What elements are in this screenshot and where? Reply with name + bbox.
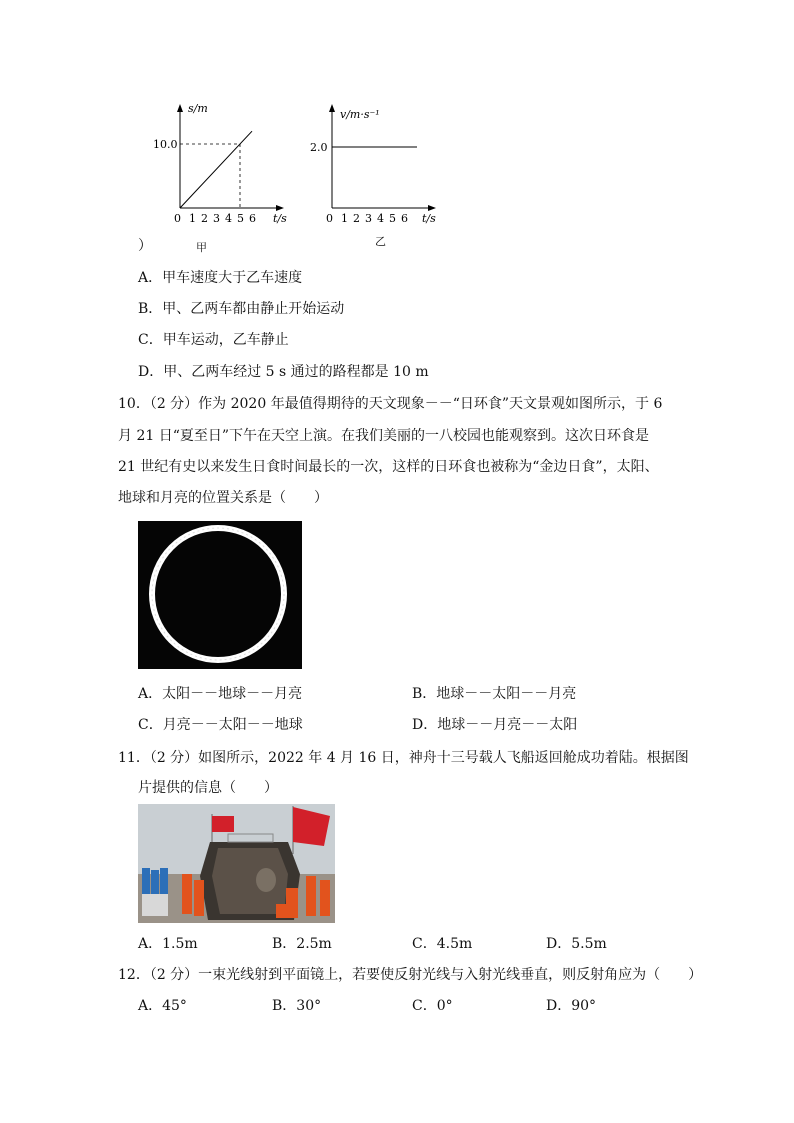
x-tick-6: 6 bbox=[401, 212, 408, 225]
q11-option-c: C．4.5m bbox=[412, 936, 473, 952]
x-tick-4: 4 bbox=[225, 212, 232, 225]
flag-left bbox=[212, 816, 234, 832]
graph-jia bbox=[140, 98, 300, 258]
q9-option-c: C．甲车运动，乙车静止 bbox=[138, 332, 289, 348]
graph-jia-caption: 甲 bbox=[196, 241, 207, 254]
q10-line-1: 10．（2 分）作为 2020 年最值得期待的天文现象－－“日环食”天文景观如图所示，于 6 bbox=[118, 396, 663, 412]
q9-option-a: A．甲车速度大于乙车速度 bbox=[138, 270, 303, 286]
graph-yi-caption: 乙 bbox=[375, 235, 386, 248]
q11-option-a: A．1.5m bbox=[138, 936, 198, 952]
capsule-scene bbox=[138, 804, 335, 923]
q10-option-c: C．月亮－－太阳－－地球 bbox=[138, 717, 303, 733]
q9-option-d: D．甲、乙两车经过 5 s 通过的路程都是 10 m bbox=[138, 364, 429, 380]
x-tick-2: 2 bbox=[201, 212, 208, 225]
x-tick-0: 0 bbox=[326, 212, 333, 225]
q10-option-a: A．太阳－－地球－－月亮 bbox=[138, 686, 303, 702]
x-tick-4: 4 bbox=[377, 212, 384, 225]
y-tick-label: 2.0 bbox=[310, 141, 328, 154]
x-tick-1: 1 bbox=[341, 212, 348, 225]
x-tick-labels bbox=[174, 212, 256, 225]
y-axis-arrow bbox=[329, 104, 335, 112]
x-axis-arrow bbox=[276, 205, 284, 211]
q10-option-b: B．地球－－太阳－－月亮 bbox=[412, 686, 577, 702]
eclipse-photo bbox=[138, 521, 302, 669]
q10-line-2: 月 21 日“夏至日”下午在天空上演。在我们美丽的一八校园也能观察到。这次日环食是 bbox=[118, 428, 650, 444]
x-axis-label: t/s bbox=[273, 212, 287, 225]
q11-line-2: 片提供的信息（ ） bbox=[138, 780, 278, 796]
x-tick-6: 6 bbox=[249, 212, 256, 225]
y-axis-label: s/m bbox=[188, 102, 208, 115]
y-tick-label: 10.0 bbox=[153, 138, 178, 151]
q12-line: 12．（2 分）一束光线射到平面镜上，若要使反射光线与入射光线垂直，则反射角应为（ ） bbox=[118, 967, 703, 983]
y-axis-label: v/m·s⁻¹ bbox=[340, 108, 380, 121]
x-tick-0: 0 bbox=[174, 212, 181, 225]
series-line bbox=[180, 131, 252, 208]
graph-yi bbox=[292, 98, 452, 258]
x-axis-arrow bbox=[428, 205, 436, 211]
x-axis-label: t/s bbox=[422, 212, 436, 225]
annular-ring bbox=[138, 521, 302, 669]
q12-option-a: A．45° bbox=[138, 998, 187, 1014]
q11-option-b: B．2.5m bbox=[272, 936, 332, 952]
capsule-landing-photo bbox=[138, 804, 335, 923]
q9-option-b: B．甲、乙两车都由静止开始运动 bbox=[138, 301, 345, 317]
x-tick-1: 1 bbox=[189, 212, 196, 225]
x-tick-3: 3 bbox=[365, 212, 372, 225]
x-tick-5: 5 bbox=[389, 212, 396, 225]
q11-line-1: 11．（2 分）如图所示，2022 年 4 月 16 日，神舟十三号载人飞船返回舱成功着陆。根据图 bbox=[118, 750, 689, 766]
x-tick-labels bbox=[326, 212, 408, 225]
x-tick-3: 3 bbox=[213, 212, 220, 225]
q12-option-b: B．30° bbox=[272, 998, 322, 1014]
x-tick-2: 2 bbox=[353, 212, 360, 225]
q10-option-d: D．地球－－月亮－－太阳 bbox=[412, 717, 578, 733]
q10-line-3: 21 世纪有史以来发生日食时间最长的一次，这样的日环食也被称为“金边日食”，太阳、 bbox=[118, 459, 659, 475]
q12-option-d: D．90° bbox=[546, 998, 597, 1014]
q10-line-4: 地球和月亮的位置关系是（ ） bbox=[118, 490, 328, 506]
q9-tail: ） bbox=[138, 238, 152, 254]
y-axis-arrow bbox=[177, 104, 183, 112]
q11-option-d: D．5.5m bbox=[546, 936, 607, 952]
x-tick-5: 5 bbox=[237, 212, 244, 225]
q12-option-c: C．0° bbox=[412, 998, 453, 1014]
